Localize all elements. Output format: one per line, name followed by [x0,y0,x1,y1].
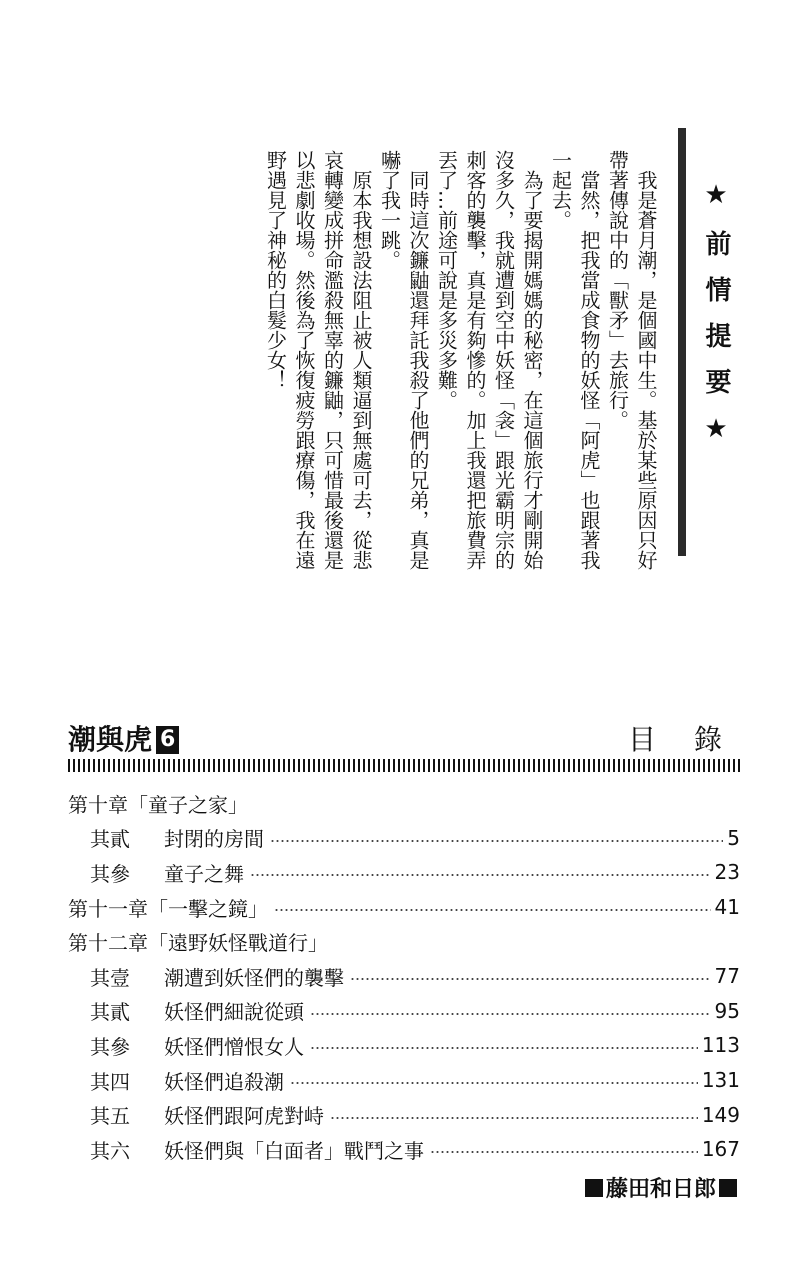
toc-chapter-row[interactable] [68,924,740,959]
toc-row[interactable] [68,821,740,856]
toc-dot-leader [310,1013,711,1015]
toc-title: 妖怪們追殺潮 [164,1069,284,1094]
series-title-text: 潮與虎 [68,723,153,756]
toc-row[interactable] [68,1063,740,1098]
synopsis-paragraph: 當然，把我當成食物的妖怪「阿虎」也跟著我一起去。 [548,150,601,570]
toc-section-number: 其五 [90,1104,130,1129]
volume-badge: 6 [156,726,179,754]
toc-dot-leader [274,909,711,911]
author-name: 藤田和日郎 [605,1177,716,1202]
toc-page-number: 131 [701,1068,740,1093]
toc-section-number: 其參 [90,1034,130,1059]
toc-page-number: 5 [727,825,740,850]
toc-list [68,786,740,1167]
toc-page-number: 149 [701,1102,740,1127]
toc-section-number: 其壹 [90,965,130,990]
toc-dot-leader [330,1117,698,1119]
toc-page-number: 23 [714,860,740,885]
toc-row[interactable] [68,855,740,890]
square-bullet-icon [719,1179,737,1197]
toc-title: 妖怪們跟阿虎對峙 [164,1104,324,1129]
toc-title: 童子之舞 [164,861,244,886]
toc-row[interactable] [68,1097,740,1132]
toc-title: 第十二章「遠野妖怪戰道行」 [68,931,328,956]
toc-row[interactable] [68,1132,740,1167]
toc-page-number: 113 [701,1033,740,1058]
synopsis-paragraph: 我是蒼月潮，是個國中生。基於某些原因只好帶著傳說中的「獸矛」去旅行。 [605,150,658,570]
toc-dot-leader [430,1151,698,1153]
toc-row[interactable] [68,1028,740,1063]
toc-row[interactable] [68,994,740,1029]
toc-chapter-row[interactable] [68,786,740,821]
toc-page-number: 95 [714,998,740,1023]
toc-divider [68,759,740,772]
toc-title: 第十一章「一擊之鏡」 [68,896,268,921]
toc-page-number: 167 [701,1137,740,1162]
toc-title: 封閉的房間 [164,827,264,852]
synopsis-divider [678,128,686,556]
toc-section-number: 其四 [90,1069,130,1094]
toc-section-number: 其參 [90,861,130,886]
toc-title: 妖怪們細說從頭 [164,1000,304,1025]
synopsis-paragraph: 同時這次鐮鼬還拜託我殺了他們的兄弟，真是嚇了我一跳。 [377,150,430,570]
toc-chapter-row[interactable] [68,890,740,925]
toc-section-number: 其貳 [90,827,130,852]
toc-title: 潮遭到妖怪們的襲擊 [164,965,344,990]
series-title [68,718,179,758]
toc-page-number: 77 [714,964,740,989]
toc-row[interactable] [68,959,740,994]
toc-section-number: 其貳 [90,1000,130,1025]
synopsis-body [261,150,660,570]
toc-dot-leader [270,840,723,842]
toc-title: 第十章「童子之家」 [68,792,248,817]
toc-title: 妖怪們與「白面者」戰鬥之事 [164,1138,424,1163]
toc-dot-leader [250,874,711,876]
synopsis-heading: ★前情提要★ [701,180,731,464]
toc-dot-leader [310,1047,698,1049]
toc-page-number: 41 [714,895,740,920]
toc-section-number: 其六 [90,1138,130,1163]
author-credit [582,1172,740,1203]
synopsis-paragraph: 原本我想設法阻止被人類逼到無處可去，從悲哀轉變成拼命濫殺無辜的鐮鼬，只可惜最後還是以悲劇收場。然後為了恢復疲勞跟療傷，我在遠野遇見了神秘的白髮少女！ [263,150,373,570]
square-bullet-icon [585,1179,603,1197]
synopsis-paragraph: 為了要揭開媽媽的秘密，在這個旅行才剛開始沒多久，我就遭到空中妖怪「衾」跟光霸明宗的刺客的襲擊，真是有夠慘的。加上我還把旅費弄丟了…前途可說是多災多難。 [434,150,544,570]
toc-header [68,712,760,758]
toc-title: 妖怪們憎恨女人 [164,1034,304,1059]
toc-dot-leader [290,1082,698,1084]
contents-label: 目錄 [627,723,760,756]
toc-dot-leader [350,978,711,980]
